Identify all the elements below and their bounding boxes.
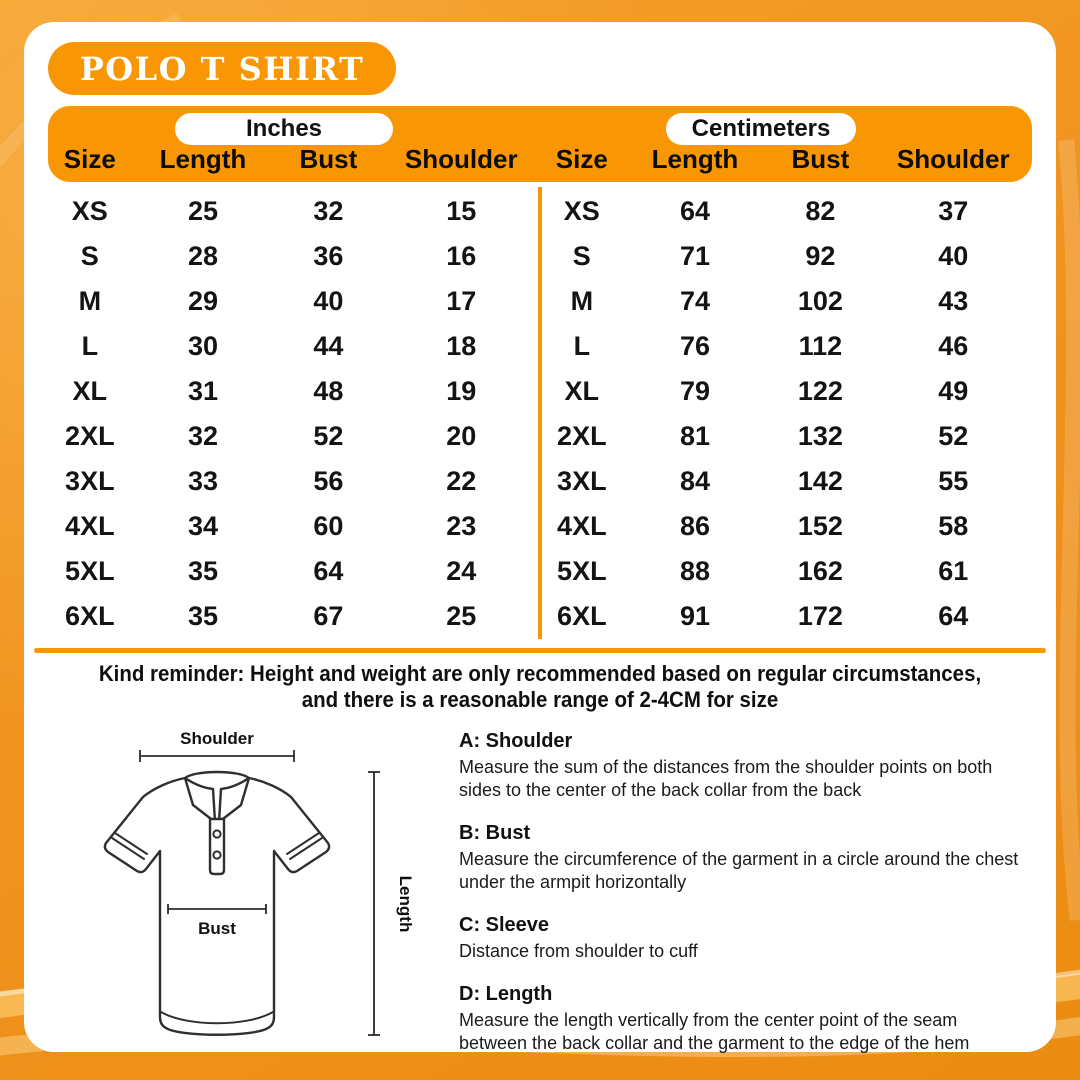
column-header-shoulder: Shoulder <box>404 144 518 174</box>
value-cell: 84 <box>679 466 710 496</box>
value-cell: 40 <box>313 286 344 316</box>
inches-unit-pill <box>175 113 393 145</box>
bust-label: Bust <box>198 919 236 938</box>
size-cell: 5XL <box>65 556 115 586</box>
reminder-text <box>60 661 1020 713</box>
length-label: Length <box>396 875 415 933</box>
size-chart-card <box>24 22 1056 1052</box>
value-cell: 44 <box>313 331 344 361</box>
value-cell: 33 <box>187 466 218 496</box>
value-cell: 76 <box>679 331 710 361</box>
value-cell: 152 <box>797 511 843 541</box>
value-cell: 92 <box>805 241 836 271</box>
centimeters-header-section <box>540 106 1032 182</box>
table-header-band <box>48 106 1032 182</box>
entry-body: Measure the circumference of the garment in a circle around the chest under the armpit horizontally <box>459 849 1019 893</box>
size-cell: L <box>573 331 591 361</box>
entry-heading: D: Length <box>459 983 553 1006</box>
value-cell: 86 <box>679 511 710 541</box>
value-cell: 61 <box>938 556 969 586</box>
reminder-line-2: and there is a reasonable range of 2-4CM for size <box>301 687 779 712</box>
polo-shirt-diagram <box>92 722 437 1052</box>
value-cell: 102 <box>797 286 843 316</box>
centimeters-column-headers <box>540 144 1032 175</box>
value-cell: 35 <box>187 556 218 586</box>
value-cell: 172 <box>797 601 843 631</box>
table-row <box>48 504 540 549</box>
value-cell: 79 <box>679 376 710 406</box>
value-cell: 58 <box>938 511 969 541</box>
value-cell: 64 <box>679 196 710 226</box>
column-header-length: Length <box>159 144 247 174</box>
section-divider-rule <box>34 648 1046 653</box>
value-cell: 15 <box>446 196 477 226</box>
value-cell: 28 <box>187 241 218 271</box>
entry-heading: C: Sleeve <box>459 914 550 937</box>
value-cell: 31 <box>187 376 218 406</box>
column-header-size: Size <box>555 144 608 174</box>
shoulder-label: Shoulder <box>180 729 254 748</box>
table-row <box>48 279 540 324</box>
table-center-divider <box>538 187 542 639</box>
measure-entry <box>459 822 1024 894</box>
entry-body: Measure the length vertically from the center point of the seam between the back collar and the garment to the edge of the hem <box>459 1010 970 1054</box>
value-cell: 71 <box>679 241 710 271</box>
table-row <box>540 234 1032 279</box>
value-cell: 64 <box>313 556 344 586</box>
table-row <box>540 189 1032 234</box>
table-row <box>48 414 540 459</box>
value-cell: 49 <box>938 376 969 406</box>
size-cell: 3XL <box>65 466 115 496</box>
value-cell: 112 <box>798 331 843 361</box>
table-row <box>48 189 540 234</box>
polo-title-text: POLO T SHIRT <box>79 49 365 88</box>
value-cell: 64 <box>938 601 969 631</box>
size-cell: 5XL <box>557 556 607 586</box>
size-cell: 6XL <box>557 601 607 631</box>
value-cell: 162 <box>797 556 843 586</box>
size-cell: M <box>78 286 102 316</box>
value-cell: 22 <box>446 466 477 496</box>
shirt-body-outline <box>105 772 329 1035</box>
column-header-shoulder: Shoulder <box>896 144 1010 174</box>
table-row <box>540 459 1032 504</box>
size-cell: 4XL <box>557 511 607 541</box>
size-cell: S <box>80 241 99 271</box>
inches-unit-label: Inches <box>245 115 323 142</box>
entry-body: Distance from shoulder to cuff <box>459 941 698 962</box>
column-header-bust: Bust <box>299 144 358 174</box>
value-cell: 88 <box>679 556 710 586</box>
size-cell: XL <box>564 376 600 406</box>
value-cell: 25 <box>446 601 477 631</box>
value-cell: 46 <box>938 331 969 361</box>
entry-body: Measure the sum of the distances from the shoulder points on both sides to the center of the back collar from the back <box>459 757 993 801</box>
value-cell: 32 <box>313 196 344 226</box>
size-cell: 6XL <box>65 601 115 631</box>
value-cell: 40 <box>938 241 969 271</box>
value-cell: 56 <box>313 466 344 496</box>
column-header-bust: Bust <box>791 144 850 174</box>
value-cell: 82 <box>805 196 836 226</box>
value-cell: 52 <box>313 421 344 451</box>
table-row <box>48 234 540 279</box>
table-row <box>540 594 1032 639</box>
table-row <box>540 369 1032 414</box>
centimeters-unit-pill <box>666 113 856 145</box>
size-cell: 3XL <box>557 466 607 496</box>
table-row <box>540 414 1032 459</box>
value-cell: 34 <box>187 511 218 541</box>
value-cell: 29 <box>187 286 218 316</box>
inches-column-headers <box>48 144 540 175</box>
value-cell: 37 <box>938 196 969 226</box>
value-cell: 16 <box>446 241 477 271</box>
size-cell: 2XL <box>65 421 115 451</box>
value-cell: 24 <box>446 556 477 586</box>
entry-heading: B: Bust <box>459 822 531 845</box>
table-row <box>540 504 1032 549</box>
table-row <box>48 549 540 594</box>
size-cell: XS <box>71 196 108 226</box>
value-cell: 43 <box>938 286 969 316</box>
shoulder-measure-line <box>140 750 294 762</box>
table-row <box>540 324 1032 369</box>
column-header-size: Size <box>63 144 116 174</box>
value-cell: 18 <box>446 331 477 361</box>
value-cell: 52 <box>938 421 969 451</box>
centimeters-unit-label: Centimeters <box>691 115 831 142</box>
measurement-guide-section <box>24 718 1056 1052</box>
value-cell: 132 <box>797 421 843 451</box>
table-row <box>540 279 1032 324</box>
reminder-line-1: Kind reminder: Height and weight are only recommended based on regular circumstances, <box>98 661 982 686</box>
table-row <box>48 324 540 369</box>
size-cell: S <box>572 241 591 271</box>
value-cell: 19 <box>446 376 477 406</box>
value-cell: 25 <box>187 196 218 226</box>
measure-entry <box>459 914 1024 963</box>
size-chart-table <box>48 106 1032 639</box>
size-cell: XS <box>563 196 600 226</box>
value-cell: 122 <box>797 376 843 406</box>
centimeters-table-body <box>540 182 1032 639</box>
measure-entry <box>459 730 1024 802</box>
table-row <box>48 459 540 504</box>
value-cell: 60 <box>313 511 344 541</box>
size-cell: 2XL <box>557 421 607 451</box>
size-cell: 4XL <box>65 511 115 541</box>
inches-header-section <box>48 106 540 182</box>
value-cell: 81 <box>679 421 710 451</box>
inches-table-body <box>48 182 540 639</box>
table-row <box>48 369 540 414</box>
value-cell: 36 <box>313 241 344 271</box>
value-cell: 55 <box>938 466 969 496</box>
size-cell: XL <box>72 376 108 406</box>
length-measure-line <box>368 772 380 1035</box>
measure-entry <box>459 983 1024 1055</box>
value-cell: 17 <box>446 286 477 316</box>
value-cell: 32 <box>187 421 218 451</box>
measure-guide <box>459 718 1024 1052</box>
value-cell: 91 <box>679 601 710 631</box>
entry-heading: A: Shoulder <box>459 730 573 752</box>
value-cell: 23 <box>446 511 477 541</box>
value-cell: 20 <box>446 421 477 451</box>
column-header-length: Length <box>651 144 739 174</box>
table-row <box>48 594 540 639</box>
value-cell: 67 <box>313 601 344 631</box>
value-cell: 74 <box>679 286 710 316</box>
value-cell: 48 <box>313 376 344 406</box>
table-body <box>48 182 1032 639</box>
size-cell: L <box>81 331 99 361</box>
value-cell: 35 <box>187 601 218 631</box>
value-cell: 142 <box>797 466 843 496</box>
polo-title-badge <box>48 42 396 95</box>
table-row <box>540 549 1032 594</box>
value-cell: 30 <box>187 331 218 361</box>
size-cell: M <box>570 286 594 316</box>
